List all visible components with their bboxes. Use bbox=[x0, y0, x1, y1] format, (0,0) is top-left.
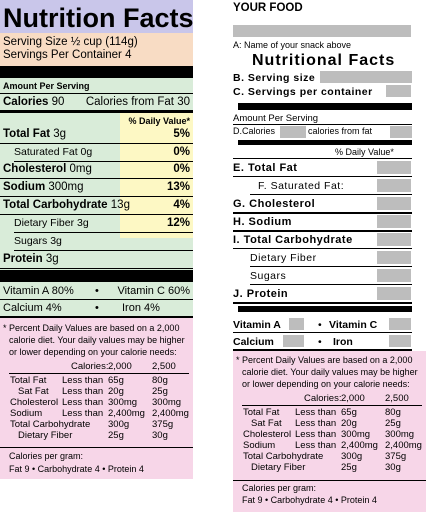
divider bbox=[0, 143, 193, 144]
dv-row-value1: 65g bbox=[341, 407, 357, 418]
worksheet-input[interactable] bbox=[377, 287, 411, 300]
divider bbox=[0, 268, 193, 269]
worksheet-input[interactable] bbox=[377, 161, 411, 174]
dv-row-value1: 65g bbox=[108, 375, 124, 386]
dv-row-name: Cholesterol bbox=[243, 429, 292, 440]
dv-table-calories: Calories: bbox=[304, 393, 342, 404]
divider bbox=[233, 212, 412, 214]
nutrient-daily-value: 0% bbox=[173, 163, 190, 175]
divider bbox=[250, 284, 412, 285]
nutrient-row bbox=[3, 182, 84, 194]
right-amount-per-serving: Amount Per Serving bbox=[233, 113, 319, 124]
dv-row-value1: 2,400mg bbox=[108, 408, 145, 419]
dv-row-value2: 300mg bbox=[385, 429, 415, 440]
right-calories-from-fat: calories from fat bbox=[308, 126, 373, 136]
worksheet-input[interactable] bbox=[377, 197, 411, 210]
nutrient-amount: 3g bbox=[45, 253, 59, 265]
dv-row-name: Sodium bbox=[10, 408, 43, 419]
bullet: • bbox=[95, 302, 99, 314]
right-serving-size-label: B. Serving size bbox=[233, 72, 316, 84]
amount-per-serving: Amount Per Serving bbox=[3, 81, 90, 91]
divider bbox=[0, 299, 193, 300]
vitamin-c: Vitamin C 60% bbox=[117, 285, 190, 297]
iron-input[interactable] bbox=[389, 335, 411, 347]
thick-divider bbox=[0, 66, 193, 78]
dv-row-name: Dietary Fiber bbox=[18, 430, 73, 441]
worksheet-input[interactable] bbox=[377, 233, 411, 246]
footnote-line: calorie diet. Your daily values may be higher bbox=[9, 335, 185, 345]
nutrient-label: Sugars bbox=[14, 235, 48, 247]
divider bbox=[0, 196, 193, 197]
nutrient-row bbox=[3, 200, 130, 212]
dv-row-value1: 25g bbox=[108, 430, 124, 441]
nutrient-label: Cholesterol bbox=[3, 163, 67, 175]
calories-input[interactable] bbox=[280, 126, 306, 138]
worksheet-row-label: H. Sodium bbox=[233, 216, 292, 228]
worksheet-row-label: I. Total Carbohydrate bbox=[233, 234, 353, 246]
dv-row-value2: 375g bbox=[152, 419, 174, 430]
calcium-input[interactable] bbox=[283, 335, 304, 347]
footnote-line: or lower depending on your calorie needs: bbox=[242, 379, 410, 389]
calories-value: 90 bbox=[51, 96, 65, 108]
divider bbox=[250, 194, 412, 195]
nutrient-daily-value: 4% bbox=[173, 199, 190, 211]
dv-row-value2: 2,400mg bbox=[385, 440, 422, 451]
dv-row-compare: Less than bbox=[62, 397, 104, 408]
divider bbox=[14, 250, 193, 251]
nutrient-amount: 3g bbox=[77, 217, 89, 229]
worksheet-row-label: E. Total Fat bbox=[233, 162, 298, 174]
nutrient-row bbox=[3, 254, 59, 266]
right-vitamin-c-label: Vitamin C bbox=[329, 319, 378, 331]
vitamin-c-input[interactable] bbox=[389, 318, 411, 330]
dv-row-name: Total Carbohydrate bbox=[10, 419, 91, 430]
divider bbox=[9, 373, 189, 374]
dv-row-name: Total Fat bbox=[243, 407, 280, 418]
worksheet-input[interactable] bbox=[377, 269, 411, 282]
right-iron-label: Iron bbox=[333, 336, 353, 348]
nutrient-daily-value: 0% bbox=[173, 146, 190, 158]
dv-row-compare: Less than bbox=[62, 375, 104, 386]
nutrient-row bbox=[3, 129, 66, 141]
divider bbox=[242, 405, 422, 406]
vitamin-a-input[interactable] bbox=[289, 318, 304, 330]
nutrient-row bbox=[3, 164, 92, 176]
dv-row-value2: 30g bbox=[385, 462, 401, 473]
dv-row-name: Dietary Fiber bbox=[251, 462, 306, 473]
nutrient-amount: 13g bbox=[110, 199, 130, 211]
nutrient-label: Total Carbohydrate bbox=[3, 199, 108, 211]
dv-row-value2: 80g bbox=[152, 375, 168, 386]
right-daily-value: % Daily Value* bbox=[335, 147, 394, 157]
calories-label: Calories bbox=[3, 96, 49, 108]
dv-row-value1: 300mg bbox=[341, 429, 371, 440]
right-servings-per-container-label: C. Servings per container bbox=[233, 86, 373, 98]
dv-row-name: Total Fat bbox=[10, 375, 47, 386]
calories-line bbox=[3, 97, 64, 109]
divider bbox=[0, 110, 193, 113]
dv-table-col2: 2,500 bbox=[152, 361, 176, 372]
dv-row-value2: 375g bbox=[385, 451, 407, 462]
worksheet-row-label: G. Cholesterol bbox=[233, 198, 316, 210]
nutrient-daily-value: 12% bbox=[166, 217, 190, 229]
dv-row-compare: Less than bbox=[62, 408, 104, 419]
calories-per-gram: Calories per gram: bbox=[242, 483, 317, 493]
worksheet-row-label: J. Protein bbox=[233, 288, 289, 300]
footnote-line: or lower depending on your calorie needs: bbox=[9, 347, 177, 357]
servings-per-container-input[interactable] bbox=[386, 85, 411, 97]
dv-row-value2: 25g bbox=[152, 386, 168, 397]
nutrient-amount: 0g bbox=[80, 146, 93, 158]
right-vitamin-a-label: Vitamin A bbox=[233, 319, 281, 331]
snack-name-input[interactable] bbox=[233, 25, 411, 37]
divider bbox=[233, 230, 412, 232]
dv-row-value2: 2,400mg bbox=[152, 408, 189, 419]
dv-row-value1: 300g bbox=[108, 419, 130, 430]
divider bbox=[0, 316, 193, 318]
left-title: Nutrition Facts bbox=[3, 3, 194, 33]
dv-row-value1: 20g bbox=[108, 386, 124, 397]
nutrient-row bbox=[14, 236, 62, 247]
worksheet-row-label: Dietary Fiber bbox=[250, 252, 317, 264]
nutrient-row bbox=[14, 147, 92, 158]
dv-row-compare: Less than bbox=[295, 418, 337, 429]
left-serving-size: Serving Size ½ cup (114g) bbox=[3, 36, 138, 48]
dv-row-value2: 80g bbox=[385, 407, 401, 418]
footnote-line: calorie diet. Your daily values may be higher bbox=[242, 367, 418, 377]
footnote-line: * Percent Daily Values are based on a 2,000 bbox=[3, 323, 180, 333]
divider bbox=[0, 178, 193, 179]
dv-row-name: Sat Fat bbox=[251, 418, 282, 429]
divider bbox=[233, 124, 412, 125]
worksheet-input[interactable] bbox=[377, 251, 411, 264]
footnote-line: * Percent Daily Values are based on a 2,000 bbox=[236, 355, 413, 365]
dv-row-compare: Less than bbox=[295, 440, 337, 451]
divider bbox=[0, 93, 193, 94]
dv-row-name: Sat Fat bbox=[18, 386, 49, 397]
thick-divider bbox=[0, 270, 193, 282]
dv-row-name: Sodium bbox=[243, 440, 276, 451]
worksheet-input[interactable] bbox=[377, 215, 411, 228]
nutrient-daily-value: 13% bbox=[166, 181, 190, 193]
nutrient-daily-value: 5% bbox=[173, 128, 190, 140]
thick-divider bbox=[238, 103, 412, 110]
dv-row-name: Cholesterol bbox=[10, 397, 59, 408]
dv-row-name: Total Carbohydrate bbox=[243, 451, 324, 462]
dv-row-value1: 20g bbox=[341, 418, 357, 429]
divider bbox=[250, 266, 412, 267]
divider bbox=[233, 158, 412, 159]
dv-row-compare: Less than bbox=[62, 386, 104, 397]
left-servings-per-container: Servings Per Container 4 bbox=[3, 49, 132, 61]
divider bbox=[14, 232, 193, 233]
nutrient-amount: 0mg bbox=[69, 163, 92, 175]
dv-table-col1: 2,000 bbox=[108, 361, 132, 372]
nutrient-label: Dietary Fiber bbox=[14, 217, 75, 229]
nutrient-amount: 3g bbox=[53, 128, 67, 140]
divider bbox=[233, 332, 412, 333]
calcium: Calcium 4% bbox=[3, 302, 62, 314]
iron: Iron 4% bbox=[122, 302, 160, 314]
dv-row-value2: 300mg bbox=[152, 397, 182, 408]
nutrient-amount: 3g bbox=[50, 235, 62, 247]
dv-row-value1: 2,400mg bbox=[341, 440, 378, 451]
your-food-heading: YOUR FOOD bbox=[233, 2, 303, 14]
nutrient-label: Total Fat bbox=[3, 128, 51, 140]
dv-row-value1: 25g bbox=[341, 462, 357, 473]
nutrient-row bbox=[14, 218, 89, 229]
right-calories-label: D.Calories bbox=[233, 126, 276, 136]
dv-row-compare: Less than bbox=[295, 407, 337, 418]
calories-from-fat-input[interactable] bbox=[390, 126, 412, 138]
dv-row-value1: 300g bbox=[341, 451, 363, 462]
calories-per-gram: Calories per gram: bbox=[9, 451, 84, 461]
nutrient-label: Saturated Fat bbox=[14, 146, 78, 158]
dv-row-value1: 300mg bbox=[108, 397, 138, 408]
dv-table-col2: 2,500 bbox=[385, 393, 409, 404]
worksheet-row-label: Sugars bbox=[250, 270, 287, 282]
divider bbox=[233, 302, 412, 304]
worksheet-row-label: F. Saturated Fat: bbox=[258, 180, 345, 192]
dv-row-compare: Less than bbox=[295, 429, 337, 440]
calories-per-gram-values: Fat 9 • Carbohydrate 4 • Protein 4 bbox=[242, 495, 377, 505]
thick-divider bbox=[238, 306, 412, 312]
dv-table-col1: 2,000 bbox=[341, 393, 365, 404]
divider bbox=[0, 447, 193, 448]
daily-value-header: % Daily Value* bbox=[128, 116, 190, 126]
nutrient-label: Protein bbox=[3, 253, 43, 265]
dv-row-value2: 25g bbox=[385, 418, 401, 429]
divider bbox=[233, 176, 412, 177]
calories-from-fat: Calories from Fat 30 bbox=[85, 96, 190, 108]
calories-per-gram-values: Fat 9 • Carbohydrate 4 • Protein 4 bbox=[9, 464, 144, 474]
right-calcium-label: Calcium bbox=[233, 336, 274, 348]
thick-divider bbox=[238, 140, 412, 145]
bullet: • bbox=[95, 285, 99, 297]
dv-table-calories: Calories: bbox=[71, 361, 109, 372]
divider bbox=[233, 480, 426, 481]
divider bbox=[233, 248, 412, 249]
snack-name-label: A: Name of your snack above bbox=[233, 40, 352, 50]
nutrient-label: Sodium bbox=[3, 181, 46, 193]
divider bbox=[0, 214, 193, 215]
bullet: • bbox=[318, 319, 322, 331]
nutrient-amount: 300mg bbox=[48, 181, 84, 193]
worksheet-input[interactable] bbox=[377, 179, 411, 192]
divider bbox=[14, 161, 193, 162]
vitamin-a: Vitamin A 80% bbox=[3, 285, 74, 297]
dv-row-value2: 30g bbox=[152, 430, 168, 441]
serving-size-input[interactable] bbox=[320, 71, 412, 83]
bullet: • bbox=[318, 336, 322, 348]
right-title: Nutritional Facts bbox=[252, 52, 396, 69]
